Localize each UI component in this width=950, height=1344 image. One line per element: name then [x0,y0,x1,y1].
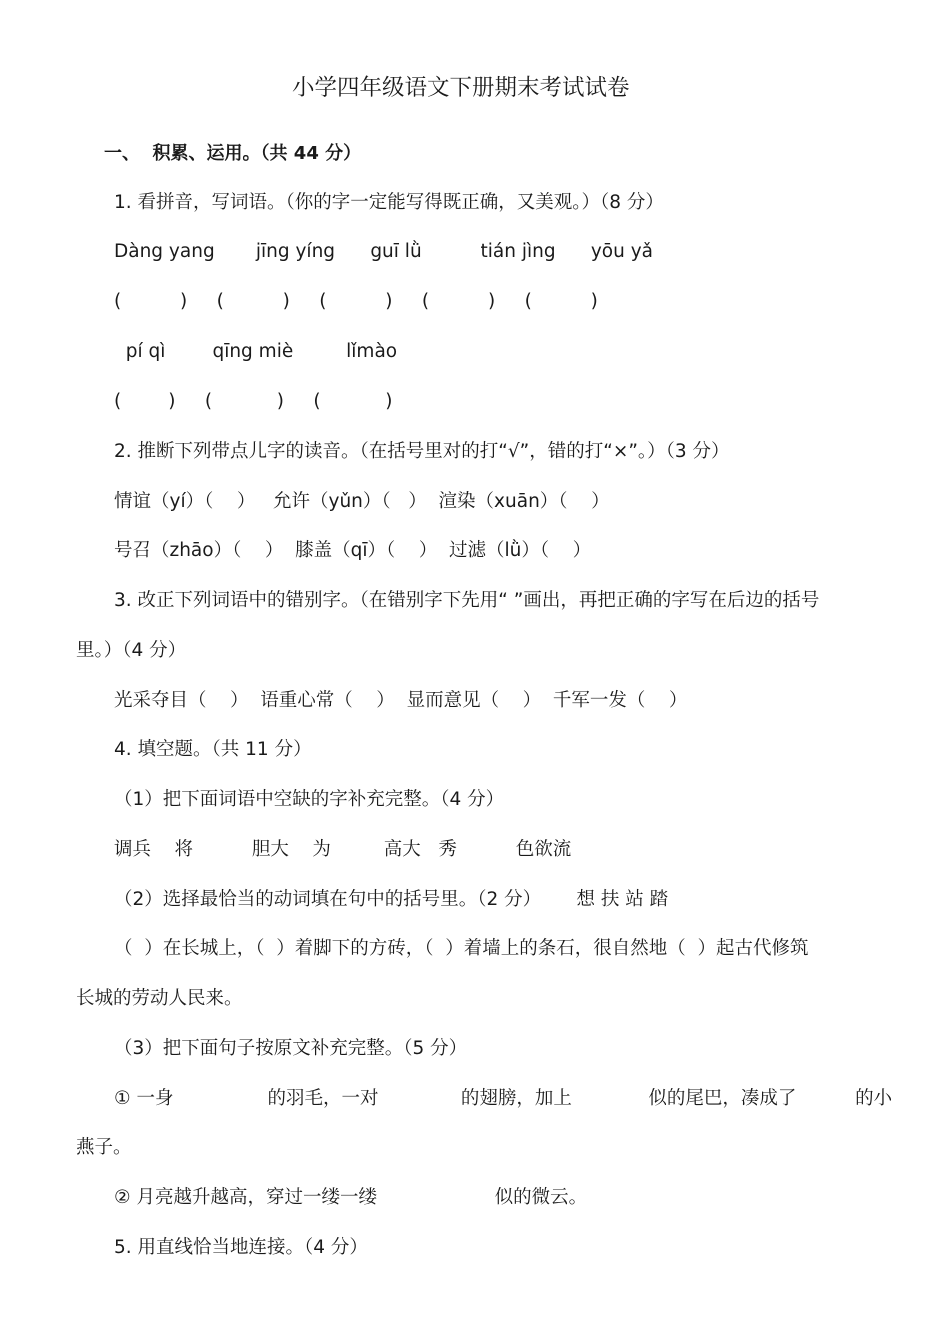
fill-in-idioms: 调兵 将 胆大 为 高大 秀 色欲流 [114,839,572,860]
question-1: 1. 看拼音，写词语。（你的字一定能写得既正确，又美观。）（8 分） [114,192,664,213]
verb-fill-sentence-continued: 长城的劳动人民来。 [76,988,243,1009]
question-3-continued: 里。）（4 分） [76,640,187,661]
question-4: 4. 填空题。（共 11 分） [114,739,312,760]
question-3: 3. 改正下列词语中的错别字。（在错别字下先用“ ”画出，再把正确的字写在后边的括号 [114,590,820,611]
question-5: 5. 用直线恰当地连接。（4 分） [114,1237,368,1258]
question-2: 2. 推断下列带点儿字的读音。（在括号里对的打“√”，错的打“×”。）（3 分） [114,441,730,462]
pinyin-row: Dàng yang jīng yíng guī lǜ tián jìng yōu yǎ [114,241,654,262]
pinyin-row: pí qì qīng miè lǐmào [114,341,398,362]
sentence-completion-2: ② 月亮越升越高，穿过一缕一缕 似的微云。 [114,1187,588,1208]
verb-fill-sentence: （ ）在长城上，（ ）着脚下的方砖，（ ）着墙上的条石，很自然地（ ）起古代修筑 [114,938,809,959]
question-4-part-2: （2）选择最恰当的动词填在句中的括号里。（2 分） 想 扶 站 踏 [114,889,669,910]
question-4-part-1: （1）把下面词语中空缺的字补充完整。（4 分） [114,789,505,810]
question-3-items: 光采夺目（ ） 语重心常（ ） 显而意见（ ） 千军一发（ ） [114,690,688,711]
section-heading: 一、 积累、运用。（共 44 分） [104,143,362,164]
sentence-completion-1-continued: 燕子。 [76,1137,132,1158]
question-2-items: 号召（zhāo）（ ） 膝盖（qī）（ ） 过滤（lǜ）（ ） [114,540,592,561]
answer-brackets-row: ( ) ( ) ( ) ( ) ( ) [114,291,598,312]
question-4-part-3: （3）把下面句子按原文补充完整。（5 分） [114,1038,468,1059]
page-title: 小学四年级语文下册期末考试试卷 [292,75,630,101]
answer-brackets-row: ( ) ( ) ( ) [114,391,393,412]
question-2-items: 情谊（yí）（ ） 允许（yǔn）（ ） 渲染（xuān）（ ） [114,491,610,512]
sentence-completion-1: ① 一身 的羽毛，一对 的翅膀，加上 似的尾巴，凑成了 的小 [114,1088,893,1109]
